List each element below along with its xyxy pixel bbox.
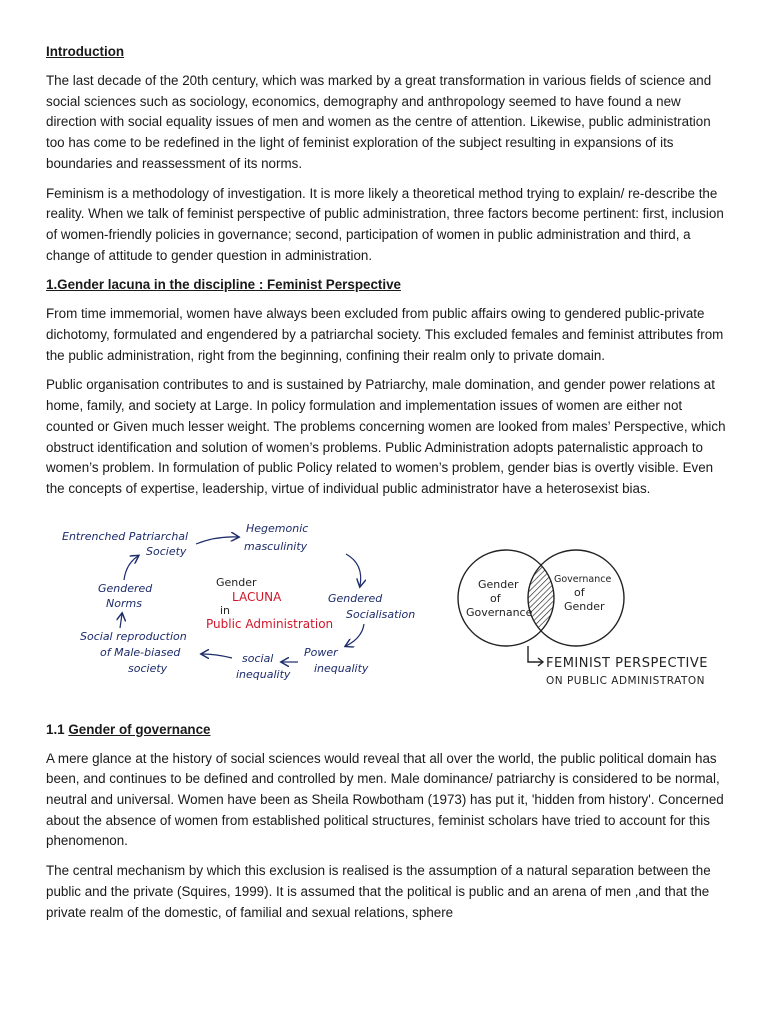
center-gender-label: Gender [216,575,257,589]
social-inequality-label-2: inequality [236,667,291,681]
arrow-socialisation-to-power [346,624,364,646]
gender-lacuna-cycle-diagram [46,510,436,700]
introduction-heading: Introduction [46,44,125,59]
arrow-hegemonic-to-socialisation [346,554,361,586]
section-1-1-number: 1.1 [46,721,65,737]
gendered-norms-label-1: Gendered [98,581,153,595]
arrow-social-to-reproduction [202,654,232,658]
venn-caption-2: ON PUBLIC ADMINISTRATON [546,674,706,687]
handwritten-diagrams [46,510,726,700]
section-1-heading: 1.Gender lacuna in the discipline : Feminist Perspective [46,277,401,293]
venn-right-label-2: of [574,585,585,599]
venn-right-label-1: Governance [554,573,612,585]
section-1-1-paragraph-2: The central mechanism by which this exclusion is realised is the assumption of a natural separation between the public and the private (Squires, 1999). It is assumed that the political is public and an arena of men ,and that the private realm of the domestic, of familial and sexual relations, sphere [46,863,711,920]
reproduction-label-3: society [128,661,168,675]
venn-right-label-3: Gender [564,599,605,613]
reproduction-label-2: of Male-biased [100,645,181,659]
arrow-norms-to-society [124,556,138,580]
section-1-1-heading [46,720,726,740]
document-page [46,42,726,932]
power-inequality-label-1: Power [304,645,338,659]
venn-left-label-1: Gender [478,577,519,591]
section-1-1-title: Gender of governance [68,721,211,737]
center-public-admin-label: Public Administration [206,616,334,631]
venn-left-label-3: Governance [466,605,533,619]
socialisation-label-1: Gendered [328,591,383,605]
hegemonic-label-1: Hegemonic [246,521,309,535]
section-1-1-paragraph-1: A mere glance at the history of social sciences would reveal that all over the world, the public political domain has been, and continues to be defined and controlled by men. Male dominance/ patriarchy is considered to be normal, neutral and universal. Women have been as Sheila Rowbotham (1973) has put it, 'hidden from history'. Concerned about the absence of women from established political structures, feminist scholars have tried to account for this phenomenon. [46,750,724,849]
section-1-paragraph-2: Public organisation contributes to and is sustained by Patriarchy, male domination, and gender power relations at home, family, and society at Large. In policy formulation and implementation issues of women are either not counted or Given much lesser weight. The problems concerning women are looked from males’ Perspective, which obstruct identification and solution of women’s problems. Public Administration adopts paternalistic approach to women’s problem. In formulation of public Policy related to women’s problem, gender bias is overtly visible. Even the concepts of expertise, leadership, virtue of individual public administrator have a heterosexist bias. [46,377,726,496]
venn-caption-1: FEMINIST PERSPECTIVE [546,655,708,671]
intro-paragraph-2: Feminism is a methodology of investigation. It is more likely a theoretical method trying to explain/ re-describe the reality. When we talk of feminist perspective of public administration, three factors become pertinent: first, inclusion of women-friendly policies in governance; second, participation of women in public administration and third, a change of attitude to gender question in administration. [46,185,724,263]
arrow-reproduction-to-norms [120,614,122,628]
feminist-perspective-venn-diagram [446,510,736,700]
arrow-society-to-hegemonic [196,537,238,544]
entrenched-label-2: Society [146,544,187,558]
entrenched-label-1: Entrenched Patriarchal [62,529,189,543]
social-inequality-label-1: social [242,651,274,665]
power-inequality-label-2: inequality [314,661,369,675]
hegemonic-label-2: masculinity [244,539,308,553]
venn-left-label-2: of [490,591,501,605]
socialisation-label-2: Socialisation [346,607,416,621]
intro-paragraph-1: The last decade of the 20th century, which was marked by a great transformation in various fields of science and social sciences such as sociology, economics, demography and anthropology seemed to have found a new direction with social equality issues of men and women as the centre of attention. Likewise, public administration too has come to be redefined in the light of feminist exploration of the subject resulting in expansions of its boundaries and reassessment of its norms. [46,73,712,171]
center-lacuna-label: LACUNA [232,589,282,604]
reproduction-label-1: Social reproduction [80,629,187,643]
center-in-label: in [220,603,231,617]
section-1-paragraph-1: From time immemorial, women have always been excluded from public affairs owing to gendered public-private dichotomy, formulated and engendered by a patriarchal society. This excluded females and feminist attributes from the public administration, right from the beginning, confining their realm only to private domain. [46,306,724,363]
gendered-norms-label-2: Norms [106,596,142,610]
